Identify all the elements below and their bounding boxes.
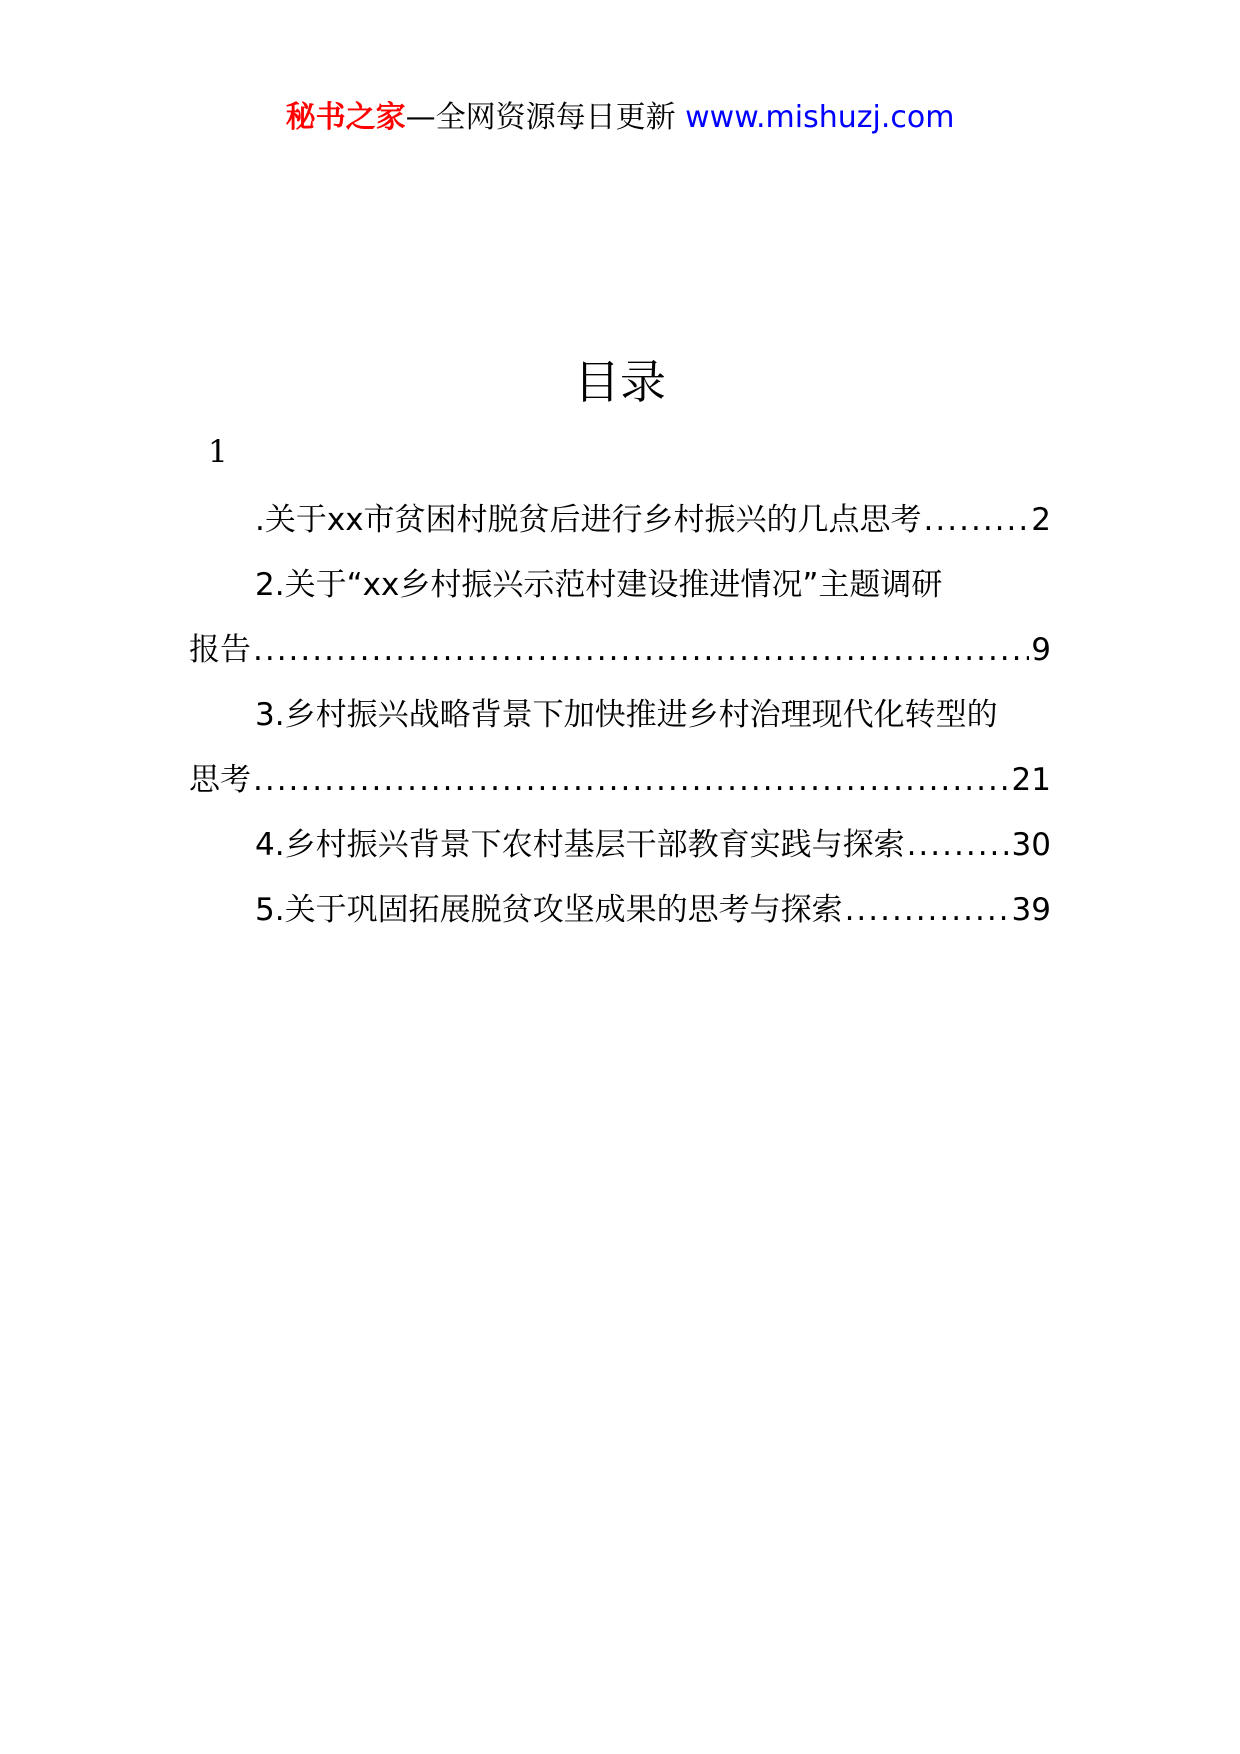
toc-entry-1[interactable] xyxy=(189,488,1051,553)
toc-entry-title: 4.乡村振兴背景下农村基层干部教育实践与探索 xyxy=(255,827,905,863)
toc-entry-title: 5.关于巩固拓展脱贫攻坚成果的思考与探索 xyxy=(255,892,843,928)
toc-entry-page: 9 xyxy=(1031,632,1051,668)
toc-entry-page: 2 xyxy=(1031,502,1051,538)
toc-entry-3[interactable] xyxy=(189,683,1051,813)
dot-leader xyxy=(845,878,1010,943)
toc-entry-page: 39 xyxy=(1011,892,1051,928)
toc-entry-5[interactable] xyxy=(189,878,1051,943)
toc-entry-title: .关于xx市贫困村脱贫后进行乡村振兴的几点思考 xyxy=(255,502,922,538)
toc-entry-title: 2.关于“xx乡村振兴示范村建设推进情况”主题调研 xyxy=(255,567,943,603)
toc-entry-2[interactable] xyxy=(189,553,1051,683)
dot-leader xyxy=(907,813,1010,878)
toc-entry-4[interactable] xyxy=(189,813,1051,878)
toc-entry-title-continued: 报告 xyxy=(189,632,251,668)
stray-number: 1 xyxy=(208,434,228,470)
dot-leader xyxy=(253,618,1029,683)
toc-entry-title-continued: 思考 xyxy=(189,762,251,798)
brand-name: 秘书之家 xyxy=(285,100,406,135)
site-url-link[interactable]: www.mishuzj.com xyxy=(685,100,955,135)
header-tagline: —全网资源每日更新 xyxy=(405,100,676,135)
toc-entry-page: 30 xyxy=(1011,827,1051,863)
page-header xyxy=(0,98,1240,138)
toc-entry-title: 3.乡村振兴战略背景下加快推进乡村治理现代化转型的 xyxy=(255,697,998,733)
dot-leader xyxy=(924,488,1030,553)
toc-title: 目录 xyxy=(574,355,666,409)
dot-leader xyxy=(253,748,1010,813)
table-of-contents xyxy=(189,488,1051,943)
toc-entry-page: 21 xyxy=(1011,762,1051,798)
